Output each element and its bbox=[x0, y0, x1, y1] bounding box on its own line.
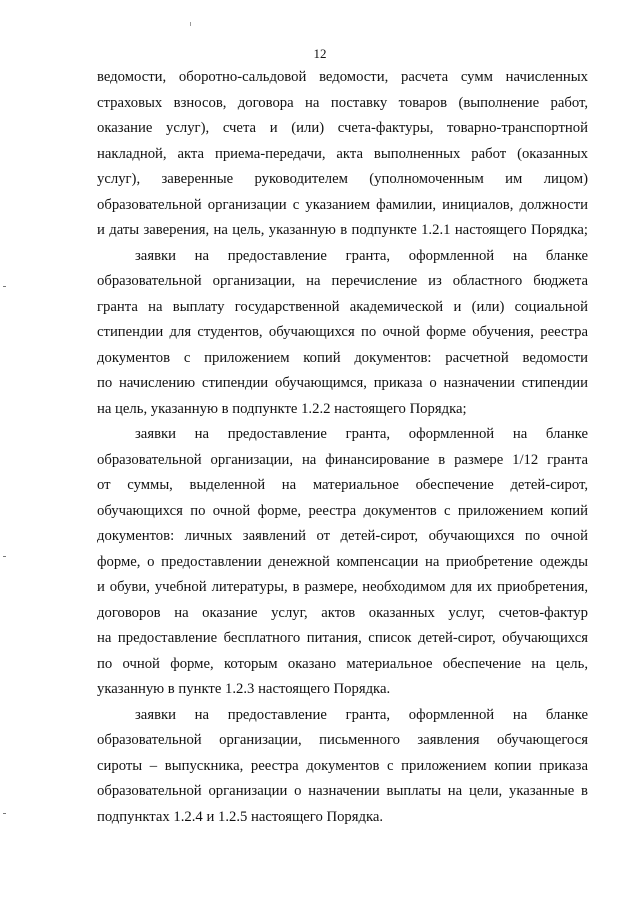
text-line: образовательной организации, на финансирование в размере 1/12 гранта bbox=[97, 451, 588, 468]
paragraph bbox=[97, 244, 588, 423]
text-line: по начислению стипендии обучающимся, приказа о назначении стипендии bbox=[97, 375, 588, 391]
page-number: 12 bbox=[313, 46, 327, 61]
text-line: образовательной организации, на перечисление из областного бюджета bbox=[97, 273, 588, 289]
text-line: накладной, акта приема-передачи, акта выполненных работ (оказанных bbox=[97, 145, 588, 162]
text-line: заявки на предоставление гранта, оформленной на бланке bbox=[135, 706, 588, 723]
text-line: договоров на оказание услуг, актов оказанных услуг, счетов-фактур bbox=[97, 604, 588, 621]
text-line: образовательной организации, письменного заявления обучающегося bbox=[97, 732, 588, 748]
scan-mark bbox=[3, 286, 6, 287]
text-line: оказание услуг), счета и (или) счета-фактуры, товарно-транспортной bbox=[97, 120, 588, 136]
text-line: ведомости, оборотно-сальдовой ведомости, расчета сумм начисленных bbox=[97, 69, 588, 85]
paragraph bbox=[97, 65, 588, 244]
document-body bbox=[97, 65, 588, 830]
text-line: и обуви, учебной литературы, в размере, необходимом для их приобретения, bbox=[97, 579, 588, 595]
text-line: на цель, указанную в подпункте 1.2.2 настоящего Порядка; bbox=[97, 400, 467, 417]
text-line: форме, о предоставлении денежной компенсации на приобретение одежды bbox=[97, 553, 588, 570]
text-line: заявки на предоставление гранта, оформленной на бланке bbox=[135, 426, 588, 442]
scan-mark bbox=[3, 556, 6, 557]
text-line: по очной форме, которым оказано материальное обеспечение на цель, bbox=[97, 655, 588, 672]
text-line: гранта на выплату государственной академической и (или) социальной bbox=[97, 298, 588, 315]
text-line: от суммы, выделенной на материальное обеспечение детей-сирот, bbox=[97, 477, 588, 493]
scan-mark bbox=[3, 813, 6, 814]
text-line: стипендии для студентов, обучающихся по очной форме обучения, реестра bbox=[97, 324, 588, 340]
text-line: и даты заверения, на цель, указанную в подпункте 1.2.1 настоящего Порядка; bbox=[97, 222, 588, 238]
text-line: услуг), заверенные руководителем (уполномоченным им лицом) bbox=[97, 171, 588, 187]
text-line: документов: личных заявлений от детей-сирот, обучающихся по очной bbox=[97, 528, 588, 544]
text-line: образовательной организации о назначении выплаты на цели, указанные в bbox=[97, 783, 588, 799]
text-line: указанную в пункте 1.2.3 настоящего Порядка. bbox=[97, 681, 391, 697]
text-line: обучающихся по очной форме, реестра документов с приложением копий bbox=[97, 502, 588, 519]
text-line: на предоставление бесплатного питания, список детей-сирот, обучающихся bbox=[97, 630, 588, 646]
text-line: заявки на предоставление гранта, оформленной на бланке bbox=[135, 247, 588, 264]
scan-mark bbox=[190, 22, 191, 26]
paragraph bbox=[97, 703, 588, 831]
text-line: сироты – выпускника, реестра документов с приложением копии приказа bbox=[97, 757, 588, 774]
text-line: образовательной организации с указанием фамилии, инициалов, должности bbox=[97, 196, 588, 213]
paragraph bbox=[97, 422, 588, 703]
text-line: страховых взносов, договора на поставку товаров (выполнение работ, bbox=[97, 94, 588, 111]
text-line: подпунктах 1.2.4 и 1.2.5 настоящего Порядка. bbox=[97, 808, 384, 825]
text-line: документов с приложением копий документов: расчетной ведомости bbox=[97, 349, 588, 366]
